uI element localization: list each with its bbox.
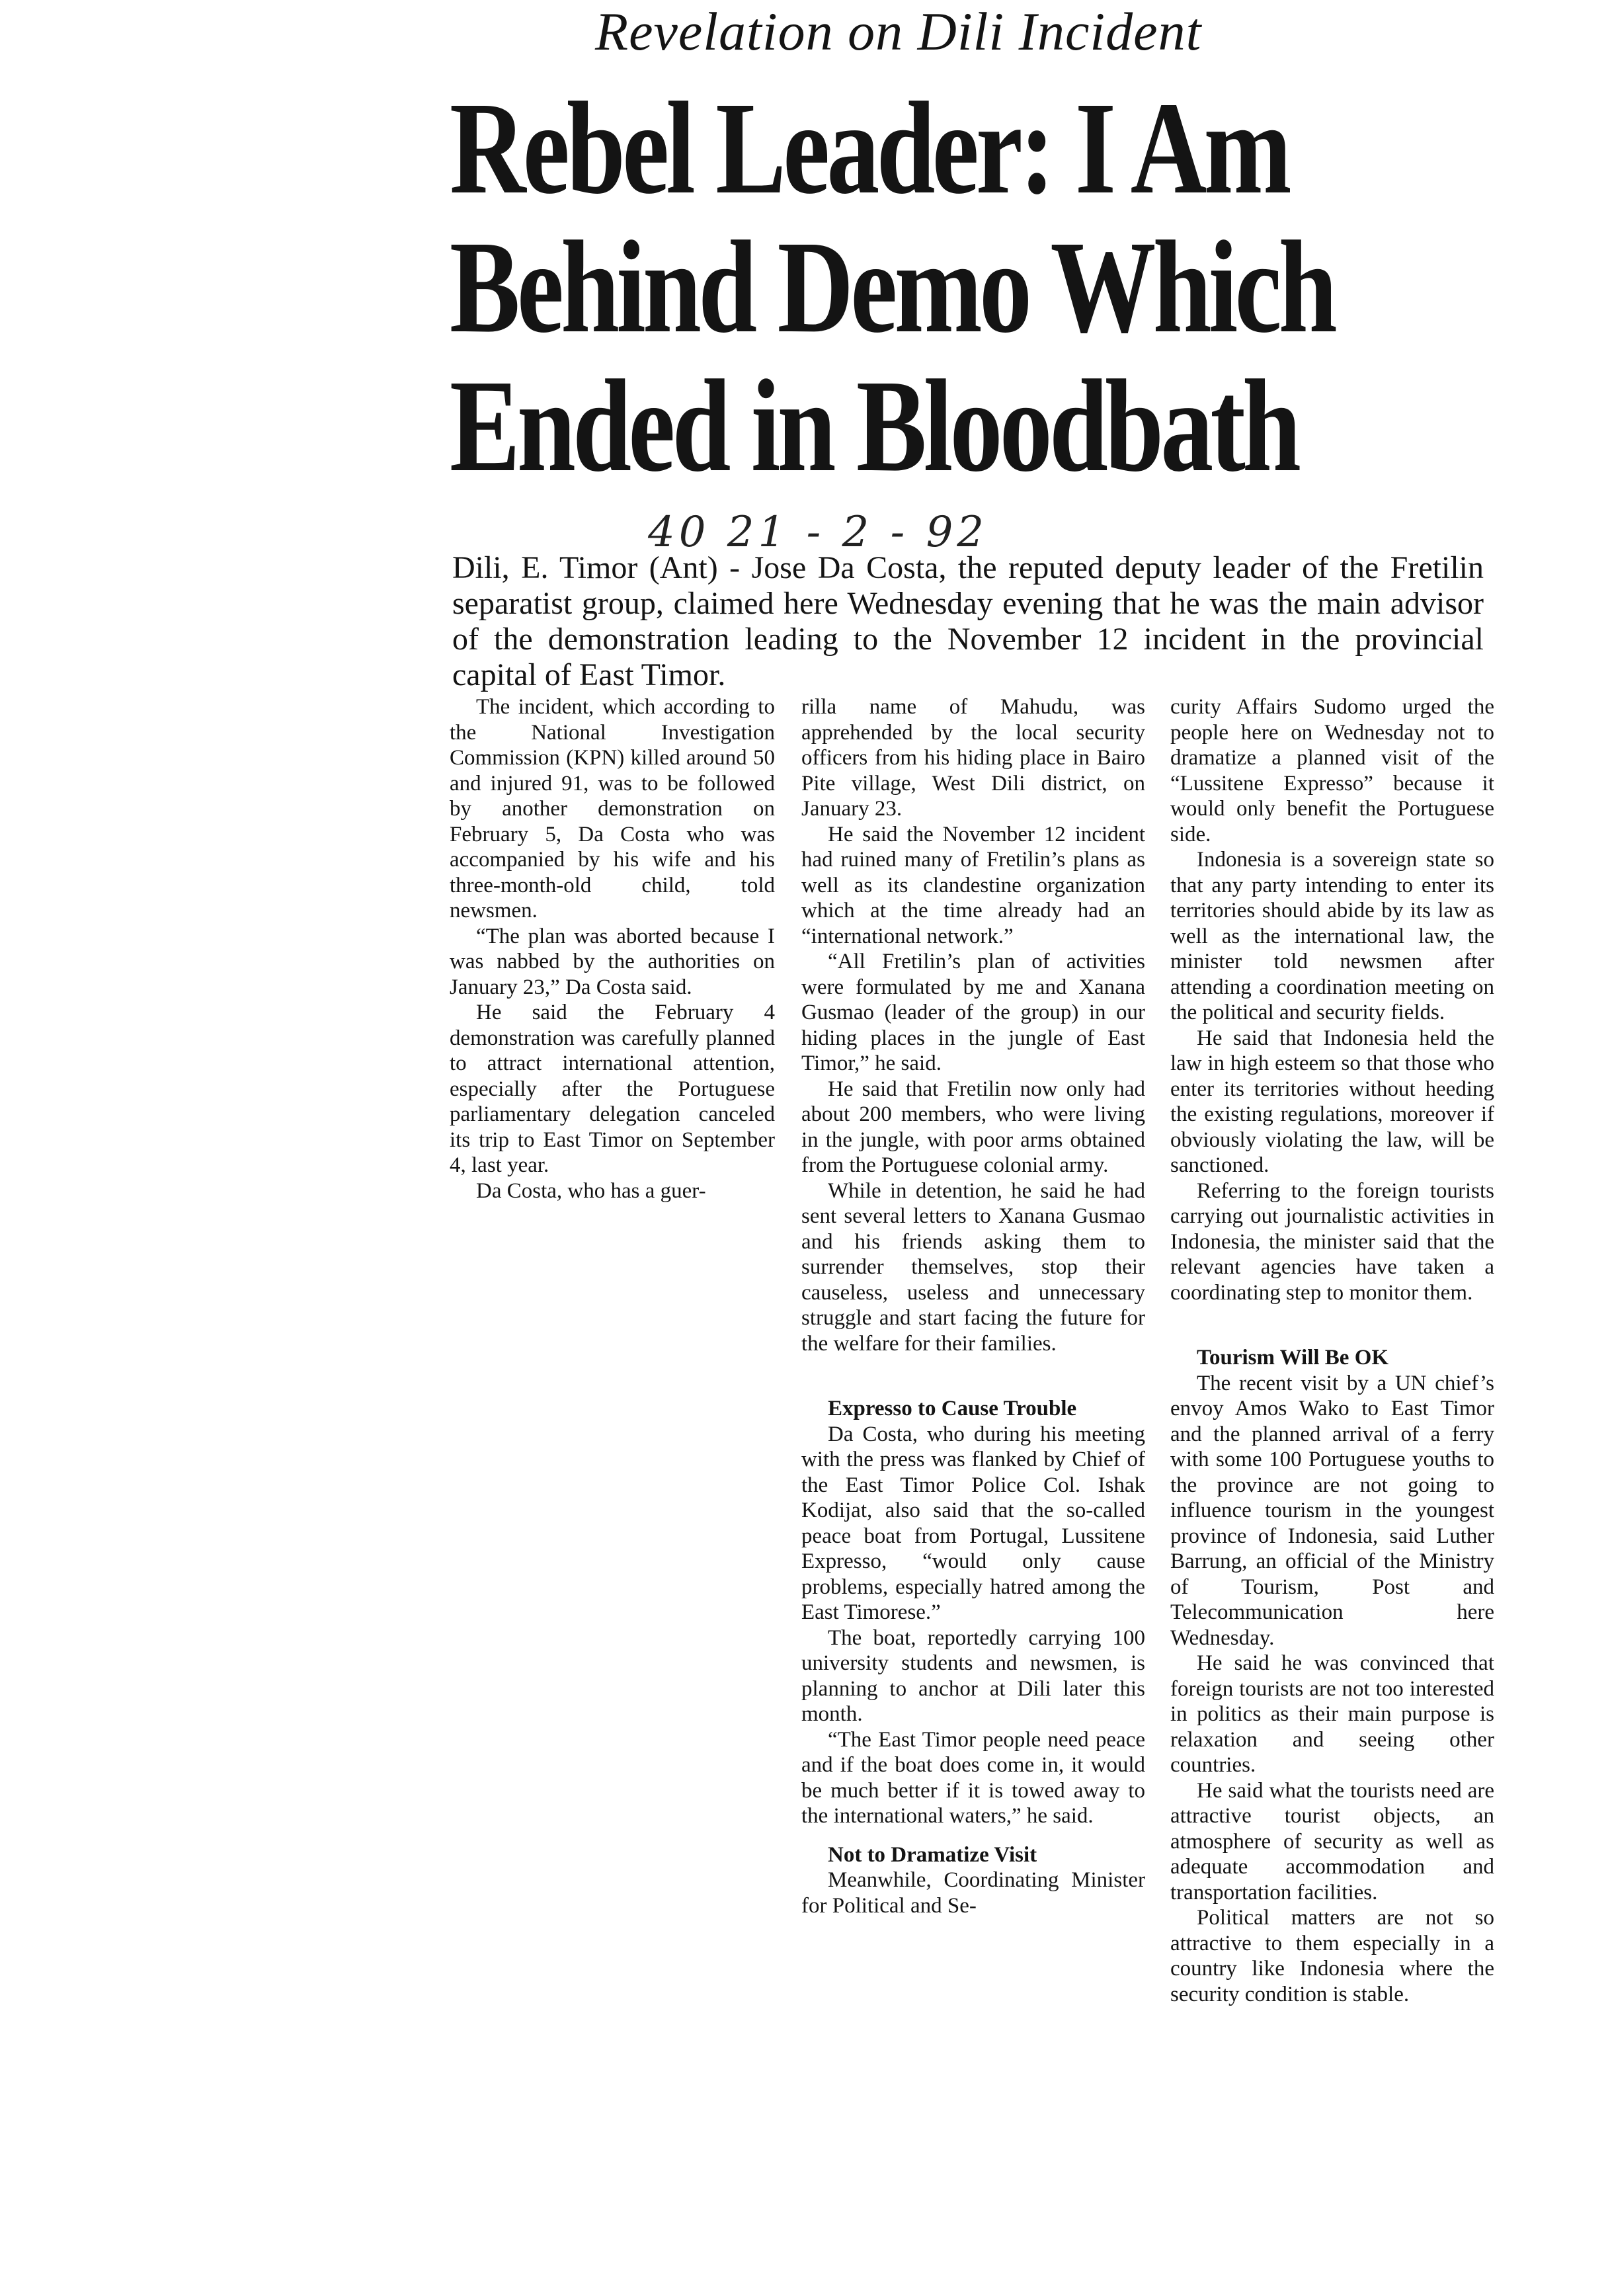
paragraph: “The plan was aborted because I was nabbed by the authorities on January 23,” Da Costa said. (450, 924, 775, 999)
paragraph: “The East Timor people need peace and if the boat does come in, it would be much better if it is towed away to the international waters,” he said. (801, 1727, 1145, 1828)
article-column-1 (450, 694, 775, 1204)
paragraph: rilla name of Mahudu, was apprehended by the local security officers from his hiding place in Bairo Pite village, West Dili district, on January 23. (801, 695, 1145, 821)
paragraph: He said that Indonesia held the law in high esteem so that those who enter its territories without heeding the existing regulations, moreover if obviously violating the law, will be sanctioned. (1170, 1026, 1494, 1177)
paragraph: Da Costa, who during his meeting with the press was flanked by Chief of the East Timor Police Col. Ishak Kodijat, also said that the so-called peace boat from Portugal, Lussitene Expresso, “would only cause problems, especially hatred among the East Timorese.” (801, 1422, 1145, 1624)
paragraph: “All Fretilin’s plan of activities were formulated by me and Xanana Gusmao (leader of the group) in our hiding places in the jungle of East Timor,” he said. (801, 950, 1145, 1075)
headline-line-3: Ended in Bloodbath (450, 353, 1299, 499)
paragraph: The recent visit by a UN chief’s envoy Amos Wako to East Timor and the planned arrival of a ferry with some 100 Portuguese youths to the province are not going to influence tourism in the youngest province of Indonesia, said Luther Barrung, an official of the Ministry of Tourism, Post and Telecommunication here Wednesday. (1170, 1371, 1494, 1650)
paragraph: He said the February 4 demonstration was carefully planned to attract international attention, especially after the Portuguese parliamentary delegation canceled its trip to East Timor on September 4, last year. (450, 1001, 775, 1177)
subheading-expresso: Expresso to Cause Trouble (828, 1397, 1077, 1420)
paragraph: curity Affairs Sudomo urged the people here on Wednesday not to dramatize a planned visit of the “Lussitene Expresso” because it would only benefit the Portuguese side. (1170, 695, 1494, 846)
paragraph: He said he was convinced that foreign tourists are not too interested in politics as their main purpose is relaxation and seeing other countries. (1170, 1651, 1494, 1777)
paragraph: Referring to the foreign tourists carrying out journalistic activities in Indonesia, the minister said that the relevant agencies have taken a coordinating step to monitor them. (1170, 1178, 1494, 1305)
subheading-dramatize: Not to Dramatize Visit (828, 1842, 1037, 1867)
paragraph: The incident, which according to the National Investigation Commission (KPN) killed around 50 and injured 91, was to be followed by another demonstration on February 5, Da Costa who was accompanied by his wife and his three-month-old child, told newsmen. (450, 695, 775, 922)
article-kicker: Revelation on Dili Incident (595, 1, 1202, 62)
paragraph: He said that Fretilin now only had about 200 members, who were living in the jungle, with poor arms obtained from the Portuguese colonial army. (801, 1077, 1145, 1177)
article-column-2 (801, 694, 1145, 1918)
paragraph: He said the November 12 incident had ruined many of Fretilin’s plans as well as its clandestine organization which at the time already had an “international network.” (801, 822, 1145, 948)
handwritten-date-note: 40 21 - 2 - 92 (648, 508, 988, 557)
headline-line-2: Behind Demo Which (450, 214, 1334, 360)
paragraph: He said what the tourists need are attractive tourist objects, an atmosphere of security as well as adequate accommodation and transportation facilities. (1170, 1778, 1494, 1905)
paragraph: Political matters are not so attractive to them especially in a country like Indonesia where the security condition is stable. (1170, 1906, 1494, 2006)
paragraph: The boat, reportedly carrying 100 university students and newsmen, is planning to anchor at Dili later this month. (801, 1625, 1145, 1726)
headline-line-1: Rebel Leader: I Am (450, 75, 1289, 222)
paragraph: Indonesia is a sovereign state so that any party intending to enter its territories should abide by its law as well as the international law, the minister told newsmen after attending a coordination meeting on the political and security fields. (1170, 848, 1494, 1024)
paragraph: Da Costa, who has a guer- (476, 1178, 706, 1203)
article-lead-paragraph: Dili, E. Timor (Ant) - Jose Da Costa, the reputed deputy leader of the Fretilin separatist group, claimed here Wednesday evening that he was the main advisor of the demonstration leading to the November 12 incident in the provincial capital of East Timor. (452, 550, 1484, 692)
subheading-tourism: Tourism Will Be OK (1197, 1346, 1389, 1370)
article-headline (450, 75, 1334, 499)
paragraph: Meanwhile, Coordinating Minister for Political and Se- (801, 1868, 1145, 1918)
paragraph: While in detention, he said he had sent several letters to Xanana Gusmao and his friends asking them to surrender themselves, stop their causeless, useless and unnecessary struggle and start facing the future for the welfare for their families. (801, 1178, 1145, 1356)
article-column-3 (1170, 694, 1494, 2007)
